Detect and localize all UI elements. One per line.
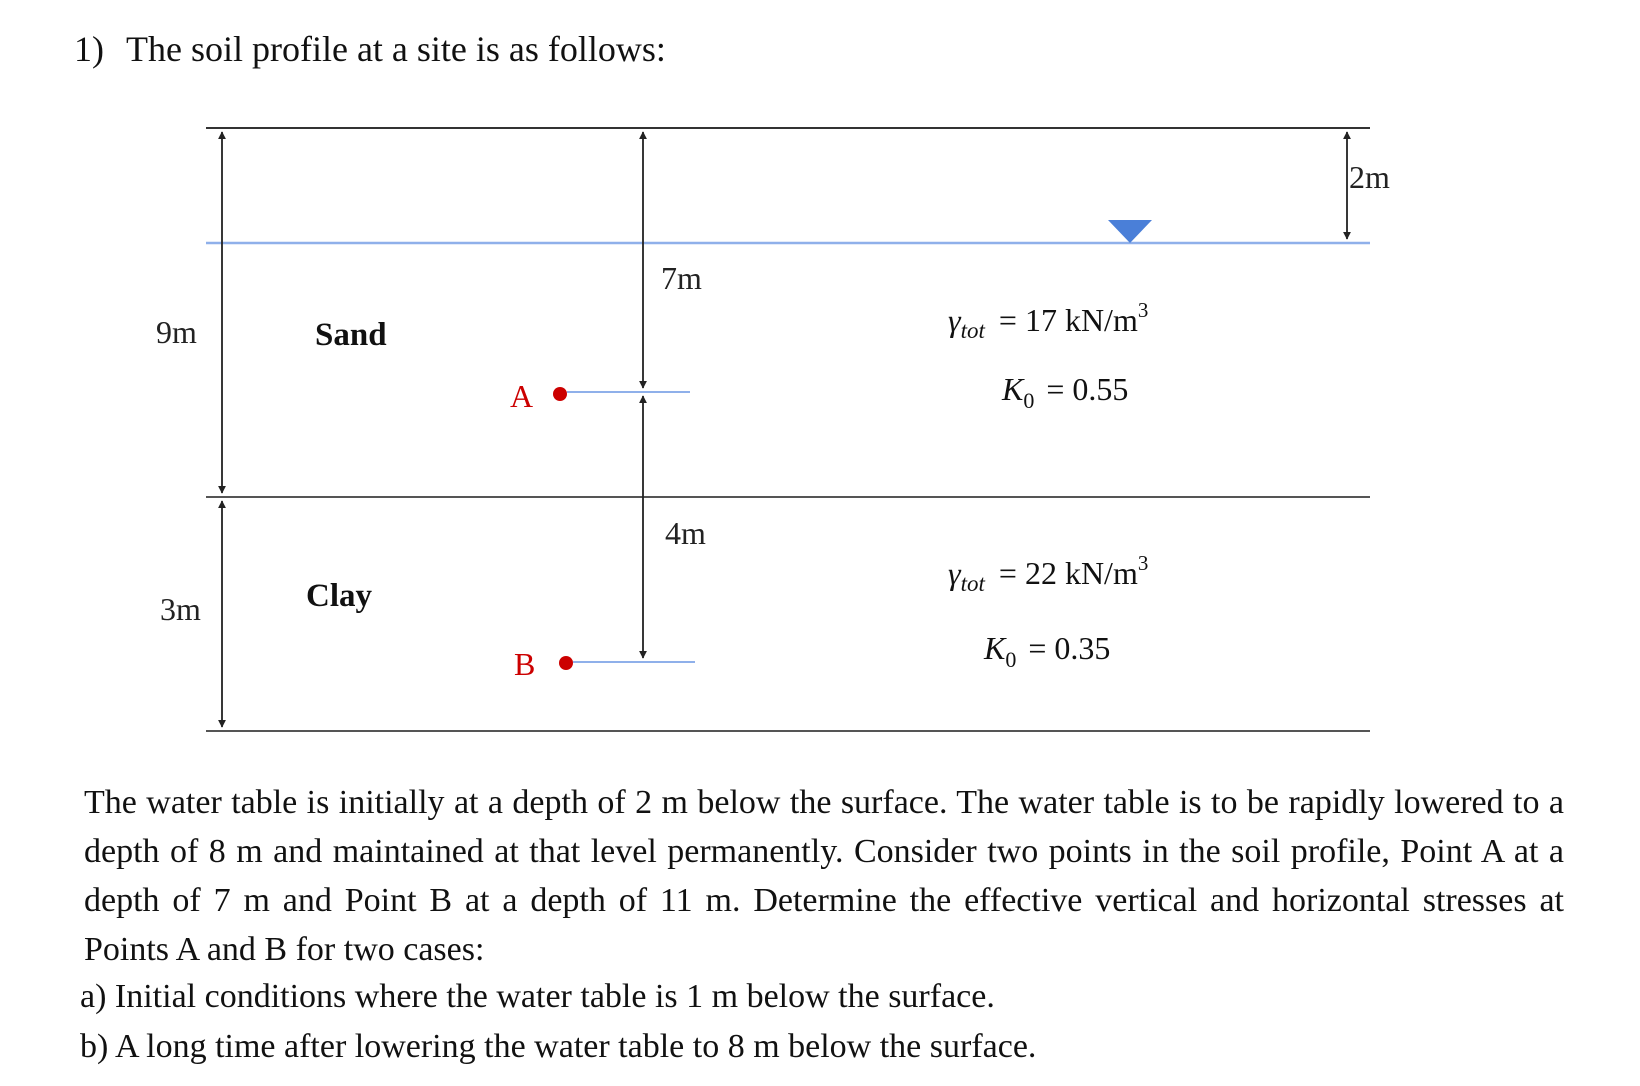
point-b-marker	[559, 656, 573, 670]
point-a-label: A	[510, 378, 534, 414]
question-number: 1)	[74, 29, 104, 69]
problem-paragraph: The water table is initially at a depth of 2 m below the surface. The water table is to be rapidly lowered to a depth of 8 m and maintained at that level permanently. Consider two points in the soil profile, Point A at a depth of 7 m and Point B at a depth of 11 m. Determine the effective vertical and horizontal stresses at Points A and B for two cases:	[84, 784, 1564, 968]
case-list	[80, 972, 1560, 1072]
sand-unit-weight	[948, 298, 1148, 343]
clay-thickness-label: 3m	[160, 591, 201, 627]
problem-statement	[84, 778, 1564, 974]
clay-gamma-symbol: γ	[948, 555, 961, 591]
sand-k-value: = 0.55	[1046, 371, 1129, 407]
clay-k0	[983, 630, 1110, 672]
point-a-marker	[553, 387, 567, 401]
clay-layer-label: Clay	[306, 578, 372, 614]
sand-k-subscript: 0	[1023, 388, 1035, 413]
a-to-b-label: 4m	[665, 515, 706, 551]
case-b: b) A long time after lowering the water table to 8 m below the surface.	[80, 1028, 1037, 1065]
sand-gamma-exponent: 3	[1137, 298, 1149, 322]
water-table-depth-label: 2m	[1349, 159, 1390, 195]
sand-layer-label: Sand	[315, 317, 387, 353]
water-table-icon	[1108, 220, 1152, 243]
clay-gamma-value: = 22 kN/m	[998, 555, 1138, 591]
clay-k-symbol: K	[984, 630, 1006, 666]
clay-gamma-subscript: tot	[960, 571, 985, 596]
sand-thickness-label: 9m	[156, 314, 197, 350]
sand-k0	[1001, 371, 1128, 413]
depth-a-label: 7m	[661, 260, 702, 296]
clay-k-value: = 0.35	[1028, 630, 1111, 666]
clay-unit-weight	[948, 551, 1148, 596]
clay-k-subscript: 0	[1005, 647, 1017, 672]
question-title-text: The soil profile at a site is as follows:	[126, 29, 666, 69]
sand-gamma-value: = 17 kN/m	[998, 302, 1138, 338]
sand-gamma-subscript: tot	[960, 318, 985, 343]
case-a: a) Initial conditions where the water table is 1 m below the surface.	[80, 978, 995, 1015]
sand-k-symbol: K	[1002, 371, 1024, 407]
clay-gamma-exponent: 3	[1137, 551, 1149, 575]
sand-gamma-symbol: γ	[948, 302, 961, 338]
point-b-label: B	[514, 646, 536, 682]
